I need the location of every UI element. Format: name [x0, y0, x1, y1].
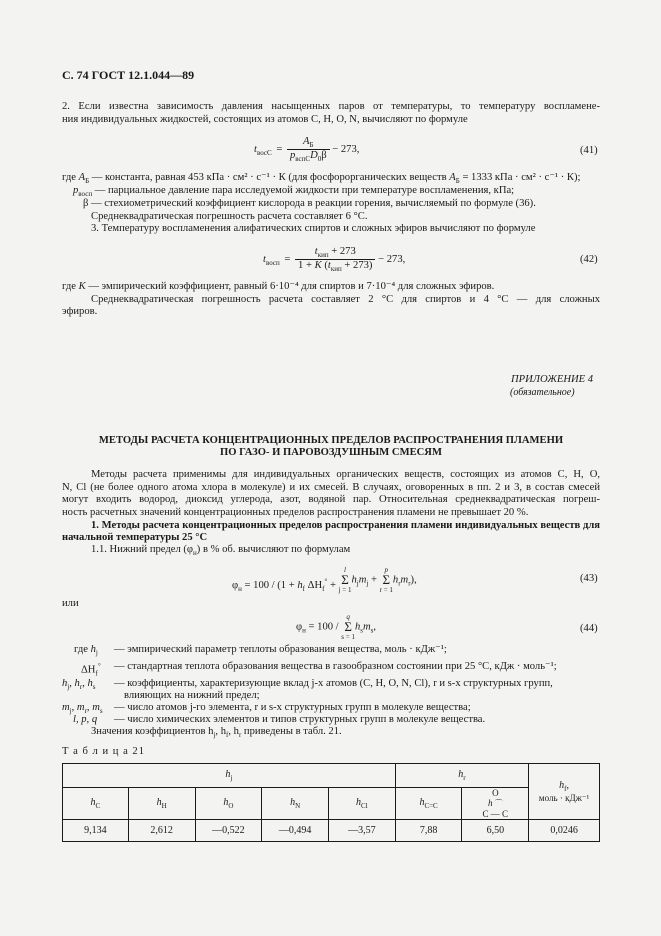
- table-cell-h-n: —0,494: [262, 820, 329, 842]
- equation-44: $\varphi_н = 100$ / q Σ s = 1 $h_sm_s$,: [296, 613, 377, 641]
- appendix-subtitle: (обязательное): [510, 387, 575, 398]
- section-1-heading-line-2: начальной температуры 25 °С: [62, 532, 208, 543]
- table-cell-h-o: —0,522: [195, 820, 262, 842]
- paragraph-3: 3. Температуру воспламенения алифатических спиртов и сложных эфиров вычисляют по формуле: [91, 223, 536, 234]
- error-note-2-line-1: Среднеквадратическая погрешность расчета составляет 2 °С для спиртов и 4 °С — для сложных: [91, 294, 600, 305]
- definition-lpq: l, p, q: [73, 714, 98, 725]
- equation-42-number: (42): [580, 254, 598, 265]
- subsection-1-1: 1.1. Нижний предел $(\varphi_н)$ в % об. вычисляют по формулам: [91, 544, 351, 558]
- table-head-h-f: $h_f$, моль · кДж⁻¹: [529, 764, 600, 820]
- equation-42-fraction: $\frac{t_{кип} + 273}{1 + K (t_{кип} + 273)}$: [295, 246, 375, 273]
- equation-44-number: (44): [580, 623, 598, 634]
- coefficients-note: Значения коэффициентов $h_j$, $h_f$, $h_r$ приведены в табл. 21.: [91, 726, 342, 740]
- table-cell-h-co: 6,50: [462, 820, 529, 842]
- definition-m: $m_j$, $m_r$, $m_s$: [62, 702, 103, 716]
- table-cell-h-f: 0,0246: [529, 820, 600, 842]
- definition-beta: β — стехиометрический коэффициент кислорода в реакции горения, вычисляемый по формуле (36).: [83, 198, 536, 209]
- section-title-line-2: ПО ГАЗО- И ПАРОВОЗДУШНЫМ СМЕСЯМ: [220, 447, 442, 458]
- table-caption: Т а б л и ц а 21: [62, 746, 146, 757]
- table-head-h-n: $h_N$: [262, 788, 329, 820]
- or-word: или: [62, 598, 79, 609]
- definition-h-j: где $h_j$: [74, 644, 98, 658]
- table-head-h-o: $h_O$: [195, 788, 262, 820]
- intro-line-3: могут входить водород, диоксид углерода, азот, водяной пар. Относительная среднеквадратическая погреш-: [62, 494, 600, 505]
- paragraph-2-line-2: ния индивидуальных жидкостей, состоящих из атомов С, Н, О, N, вычисляют по формуле: [62, 114, 468, 125]
- definition-a-b: где $A_Б$ — константа, равная 453 кПа · см² · с⁻¹ · К (для фосфорорганических веществ $A_Б = 1333$ кПа · см² · с⁻¹ · К);: [62, 172, 581, 186]
- table-21: [62, 763, 600, 842]
- table-cell-h-h: 2,612: [128, 820, 195, 842]
- table-group-h-j: $h_j$: [63, 764, 396, 788]
- definition-m-text: — число атомов j-го элемента, r и s-х структурных групп в молекуле вещества;: [114, 702, 471, 713]
- intro-line-2: N, Cl (не более одного атома хлора в молекуле) и их смесей. В случаях, оговоренных в пп. 2 и 3, в состав смесей: [62, 482, 600, 493]
- paragraph-2-line-1: 2. Если известна зависимость давления насыщенных паров от температуры, то температуру воспламене-: [62, 101, 600, 112]
- table-head-h-c: $h_C$: [63, 788, 129, 820]
- definition-delta-h-text: — стандартная теплота образования вещества в газообразном состоянии при 25 °С, кДж · моль⁻¹;: [114, 661, 557, 672]
- table-head-h-h: $h_H$: [128, 788, 195, 820]
- equation-43: $\varphi_н = 100 / (1 + h_f$ $\Delta H_f^\circ$ + l Σ j = 1 $h_jm_j$ + p Σ r = 1 $h_rm_r$),: [232, 566, 417, 594]
- table-cell-h-c: 9,134: [63, 820, 129, 842]
- definition-lpq-text: — число химических элементов и типов структурных групп в молекуле вещества.: [114, 714, 486, 725]
- equation-41-fraction: $\frac{A_Б}{p_{вспС}D_0\beta}$: [287, 136, 330, 163]
- table-cell-h-cl: —3,57: [329, 820, 396, 842]
- definition-h-j-text: — эмпирический параметр теплоты образования вещества, моль · кДж⁻¹;: [114, 644, 447, 655]
- table-group-h-r: $h_r$: [395, 764, 528, 788]
- page-header: С. 74 ГОСТ 12.1.044—89: [62, 68, 195, 82]
- definition-h-coeffs-text: — коэффициенты, характеризующие вклад j-х атомов (С, Н, О, N, Cl), r и s-х структурных групп,: [114, 678, 553, 689]
- definition-p-vosp: $p_{восп}$ — парциальное давление пара исследуемой жидкости при температуре воспламенения, кПа;: [73, 185, 515, 199]
- table-head-h-c-eq-c: $h_{C=C}$: [395, 788, 462, 820]
- section-1-heading-line-1: 1. Методы расчета концентрационных пределов распространения пламени индивидуальных веществ для: [91, 520, 600, 531]
- intro-line-4: ность расчетных значений концентрационных пределов распространения пламени не превышает 20 %.: [62, 507, 529, 518]
- error-note-2-line-2: эфиров.: [62, 306, 98, 317]
- equation-41-number: (41): [580, 145, 598, 156]
- table-cell-h-c-eq-c: 7,88: [395, 820, 462, 842]
- table-head-h-cl: $h_{Cl}$: [329, 788, 396, 820]
- section-title-line-1: МЕТОДЫ РАСЧЕТА КОНЦЕНТРАЦИОННЫХ ПРЕДЕЛОВ РАСПРОСТРАНЕНИЯ ПЛАМЕНИ: [98, 435, 564, 446]
- definition-h-coeffs: $h_j$, $h_r$, $h_s$: [62, 678, 96, 692]
- equation-41: $t_{восС}$ = $\frac{A_Б}{p_{вспС}D_0\beta}$ − 273,: [254, 136, 360, 164]
- definition-delta-h: $\Delta H_f^\circ$: [81, 662, 101, 678]
- equation-42: $t_{восп}$ = $\frac{t_{кип} + 273}{1 + K (t_{кип} + 273)}$ − 273,: [263, 246, 406, 274]
- appendix-title: ПРИЛОЖЕНИЕ 4: [511, 374, 594, 385]
- definition-h-coeffs-text-2: влияющих на нижний предел;: [124, 690, 260, 701]
- definition-k: где K — эмпирический коэффициент, равный 6·10⁻⁴ для спиртов и 7·10⁻⁴ для сложных эфиров.: [62, 281, 495, 292]
- error-note-1: Среднеквадратическая погрешность расчета составляет 6 °С.: [91, 211, 368, 222]
- table-head-h-co: O h ⌒ C — C: [462, 788, 529, 820]
- intro-line-1: Методы расчета применимы для индивидуальных органических веществ, состоящих из атомов С, Н, О,: [91, 469, 600, 480]
- equation-43-number: (43): [580, 573, 598, 584]
